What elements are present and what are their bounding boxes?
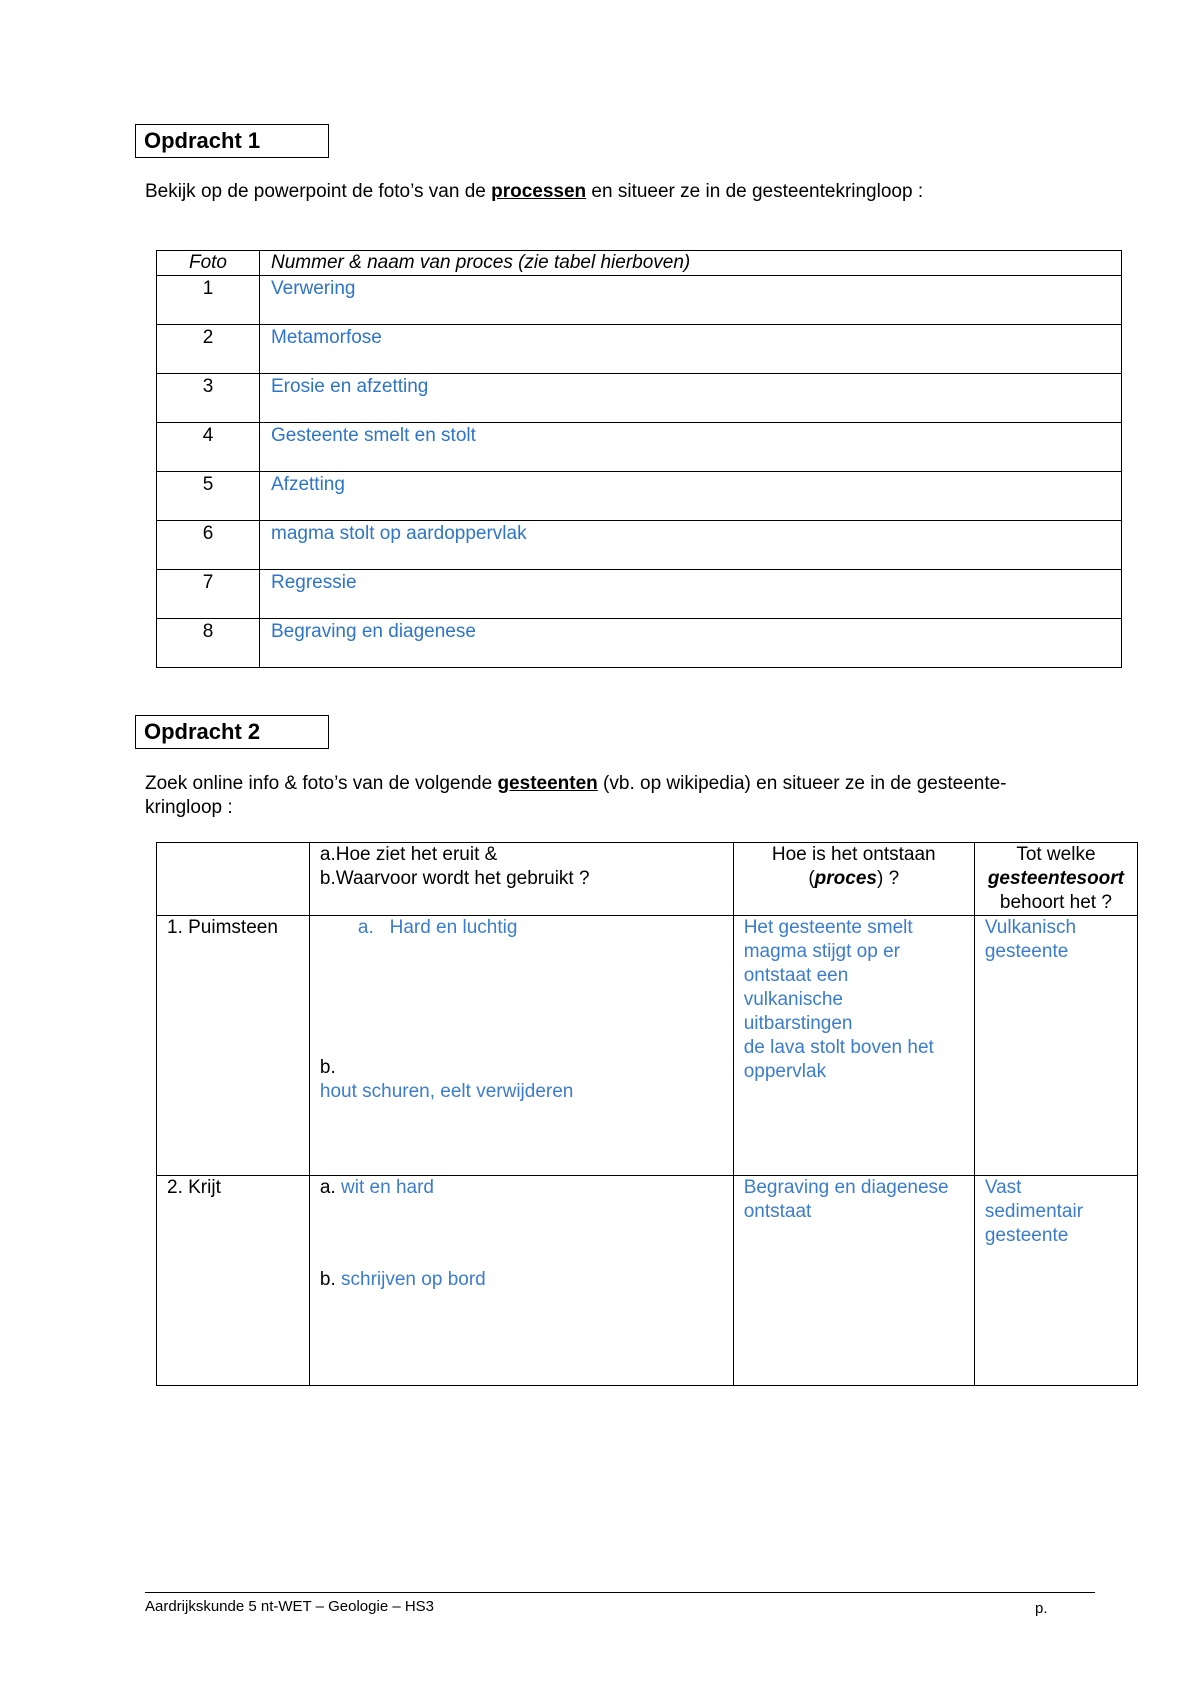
rock-look-use-cell[interactable] [309, 916, 733, 1176]
process-table [156, 250, 1122, 668]
opdracht2-instr-line2: kringloop : [145, 797, 233, 818]
rock-use-b-label: b. [319, 1269, 336, 1290]
rock-look-use-cell[interactable] [309, 1176, 733, 1386]
row-value[interactable]: Erosie en afzetting [260, 374, 1122, 423]
origin-line: Het gesteente smelt [743, 917, 913, 938]
type-line: Vulkanisch [984, 917, 1077, 938]
rock-look-a [320, 1176, 723, 1200]
opdracht1-instr-after: en situeer ze in de gesteentekringloop : [586, 181, 924, 202]
header-type-line1: Tot welke [1016, 844, 1096, 865]
table-row [157, 423, 1122, 472]
header-origin [733, 843, 974, 916]
header-empty-cell [157, 843, 310, 916]
opdracht2-instruction [145, 772, 1085, 820]
row-value[interactable]: Gesteente smelt en stolt [260, 423, 1122, 472]
opdracht2-instr-keyword: gesteenten [497, 773, 598, 794]
type-line: sedimentair [984, 1201, 1084, 1222]
header-type-keyword: gesteentesoort [987, 868, 1125, 889]
origin-line: ontstaat een [743, 965, 849, 986]
row-value[interactable]: Regressie [260, 570, 1122, 619]
table-row [157, 374, 1122, 423]
header-look-b: b.Waarvoor wordt het gebruikt ? [319, 868, 590, 889]
rock-origin-cell[interactable] [733, 916, 974, 1176]
rock-type-cell[interactable] [974, 916, 1137, 1176]
row-num: 3 [157, 374, 260, 423]
origin-line: Begraving en diagenese [743, 1177, 949, 1198]
rock-use-b-value: schrijven op bord [341, 1269, 486, 1290]
header-origin-close: ) ? [876, 868, 900, 889]
footer-page: p. [1035, 1600, 1048, 1617]
header-look-use [309, 843, 733, 916]
rock-look-a-label: a. [357, 917, 374, 938]
rock-table-header [157, 843, 1138, 916]
table-row [157, 325, 1122, 374]
type-line: Vast [984, 1177, 1022, 1198]
rock-use-b-value: hout schuren, eelt verwijderen [319, 1081, 574, 1102]
row-num: 2 [157, 325, 260, 374]
opdracht2-title: Opdracht 2 [135, 715, 329, 749]
table-row [157, 619, 1122, 668]
table-row [157, 472, 1122, 521]
header-look-a: a.Hoe ziet het eruit & [319, 844, 498, 865]
type-line: gesteente [984, 941, 1069, 962]
row-value[interactable]: Metamorfose [260, 325, 1122, 374]
opdracht1-instruction [145, 180, 923, 204]
row-num: 6 [157, 521, 260, 570]
rock-look-a-value: wit en hard [341, 1177, 434, 1198]
rock-use-b-label: b. [319, 1057, 336, 1078]
table-row [157, 521, 1122, 570]
table-row [157, 570, 1122, 619]
rock-name: 2. Krijt [157, 1176, 310, 1386]
origin-line: magma stijgt op er [743, 941, 900, 962]
header-rock-type [974, 843, 1137, 916]
rock-origin-cell[interactable] [733, 1176, 974, 1386]
row-num: 4 [157, 423, 260, 472]
row-value[interactable]: magma stolt op aardoppervlak [260, 521, 1122, 570]
table-row [157, 276, 1122, 325]
opdracht1-instr-before: Bekijk op de powerpoint de foto’s van de [145, 181, 492, 202]
row-num: 8 [157, 619, 260, 668]
opdracht2-instr-line1 [145, 772, 1085, 796]
row-value[interactable]: Afzetting [260, 472, 1122, 521]
header-origin-line2 [738, 867, 970, 891]
origin-line: de lava stolt boven het [743, 1037, 934, 1058]
rock-look-a-value: Hard en luchtig [389, 917, 518, 938]
rock-look-a [320, 916, 723, 940]
rock-look-a-label: a. [319, 1177, 336, 1198]
footer-divider [145, 1592, 1095, 1593]
opdracht2-instr-before: Zoek online info & foto’s van de volgende [145, 773, 498, 794]
rock-table [156, 842, 1138, 1386]
origin-line: ontstaat [743, 1201, 812, 1222]
origin-line: uitbarstingen [743, 1013, 853, 1034]
rock-type-cell[interactable] [974, 1176, 1137, 1386]
row-value[interactable]: Begraving en diagenese [260, 619, 1122, 668]
header-type-line3: behoort het ? [999, 892, 1112, 913]
table-row [157, 1176, 1138, 1386]
origin-line: oppervlak [743, 1061, 827, 1082]
footer-left: Aardrijkskunde 5 nt-WET – Geologie – HS3 [145, 1598, 435, 1615]
process-table-header [157, 251, 1122, 276]
table-row [157, 916, 1138, 1176]
header-origin-keyword: proces [814, 868, 877, 889]
col-name-header: Nummer & naam van proces (zie tabel hierboven) [260, 251, 1122, 276]
rock-name: 1. Puimsteen [157, 916, 310, 1176]
row-num: 1 [157, 276, 260, 325]
opdracht1-instr-keyword: processen [491, 181, 587, 202]
row-num: 5 [157, 472, 260, 521]
type-line: gesteente [984, 1225, 1069, 1246]
row-value[interactable]: Verwering [260, 276, 1122, 325]
header-origin-open: ( [808, 868, 815, 889]
header-origin-line1: Hoe is het ontstaan [771, 844, 936, 865]
opdracht2-instr-after: (vb. op wikipedia) en situeer ze in de gesteente- [597, 773, 1007, 794]
origin-line: vulkanische [743, 989, 843, 1010]
col-foto-header: Foto [157, 251, 260, 276]
opdracht1-title: Opdracht 1 [135, 124, 329, 158]
row-num: 7 [157, 570, 260, 619]
rock-use-b [320, 1268, 486, 1292]
